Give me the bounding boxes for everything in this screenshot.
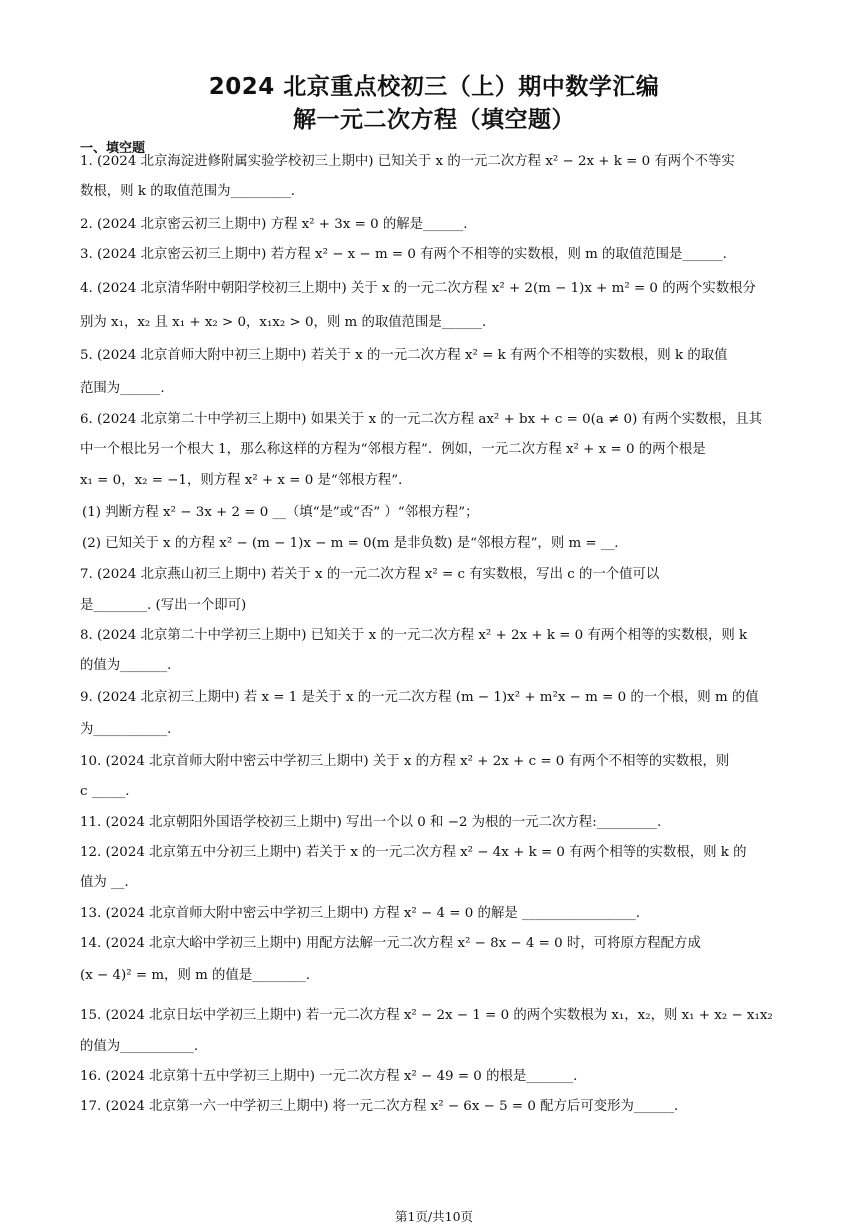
question-line: 10. (2024 北京首师大附中密云中学初三上期中) 关于 x 的方程 x² + 2x + c = 0 有两个不相等的实数根，则 — [80, 754, 730, 769]
question-line: 值为 __. — [80, 875, 129, 890]
question-line: 7. (2024 北京燕山初三上期中) 若关于 x 的一元二次方程 x² = c 有实数根，写出 c 的一个值可以 — [80, 567, 660, 582]
question-line: (x − 4)² = m，则 m 的值是________. — [80, 968, 311, 983]
question-line: 12. (2024 北京第五中分初三上期中) 若关于 x 的一元二次方程 x² − 4x + k = 0 有两个相等的实数根，则 k 的 — [80, 845, 747, 860]
question-line: 13. (2024 北京首师大附中密云中学初三上期中) 方程 x² − 4 = 0 的解是 _________________. — [80, 906, 641, 921]
question-line: 的值为_______. — [80, 658, 172, 673]
question-line: 中一个根比另一个根大 1，那么称这样的方程为“邻根方程”．例如，一元二次方程 x² + x = 0 的两个根是 — [80, 442, 706, 457]
question-line: 16. (2024 北京第十五中学初三上期中) 一元二次方程 x² − 49 = 0 的根是_______. — [80, 1069, 578, 1084]
question-line: 5. (2024 北京首师大附中初三上期中) 若关于 x 的一元二次方程 x² = k 有两个不相等的实数根，则 k 的取值 — [80, 348, 728, 363]
question-line: 4. (2024 北京清华附中朝阳学校初三上期中) 关于 x 的一元二次方程 x² + 2(m − 1)x + m² = 0 的两个实数根分 — [80, 281, 756, 296]
document-title: 2024 北京重点校初三（上）期中数学汇编 — [208, 74, 660, 100]
question-line: 别为 x₁，x₂ 且 x₁ + x₂ > 0，x₁x₂ > 0，则 m 的取值范围是______. — [80, 315, 487, 330]
section-heading: 一、填空题 — [80, 141, 146, 156]
question-line: 6. (2024 北京第二十中学初三上期中) 如果关于 x 的一元二次方程 ax² + bx + c = 0(a ≠ 0) 有两个实数根，且其 — [80, 412, 763, 427]
question-line: 9. (2024 北京初三上期中) 若 x = 1 是关于 x 的一元二次方程 (m − 1)x² + m²x − m = 0 的一个根，则 m 的值 — [80, 690, 759, 705]
question-line: 是________. (写出一个即可) — [80, 598, 247, 613]
question-line: 8. (2024 北京第二十中学初三上期中) 已知关于 x 的一元二次方程 x² + 2x + k = 0 有两个相等的实数根，则 k — [80, 628, 748, 643]
question-line: c _____. — [80, 784, 130, 799]
question-line: x₁ = 0，x₂ = −1，则方程 x² + x = 0 是“邻根方程”． — [80, 473, 412, 488]
question-line: 为___________. — [80, 722, 172, 737]
question-line: 2. (2024 北京密云初三上期中) 方程 x² + 3x = 0 的解是______. — [80, 217, 468, 232]
question-line: (2) 已知关于 x 的方程 x² − (m − 1)x − m = 0(m 是非负数) 是“邻根方程”，则 m = __. — [82, 536, 619, 551]
question-line: 14. (2024 北京大峪中学初三上期中) 用配方法解一元二次方程 x² − 8x − 4 = 0 时，可将原方程配方成 — [80, 936, 701, 951]
question-line: 11. (2024 北京朝阳外国语学校初三上期中) 写出一个以 0 和 −2 为根的一元二次方程:_________. — [80, 815, 662, 830]
page-footer: 第1页/共10页 — [394, 1209, 474, 1224]
question-line: 3. (2024 北京密云初三上期中) 若方程 x² − x − m = 0 有两个不相等的实数根，则 m 的取值范围是______. — [80, 247, 727, 262]
question-line: (1) 判断方程 x² − 3x + 2 = 0 __（填“是”或“否” ）“邻根方程”； — [82, 505, 479, 520]
document-subtitle: 解一元二次方程（填空题） — [293, 107, 575, 133]
question-line: 15. (2024 北京日坛中学初三上期中) 若一元二次方程 x² − 2x − 1 = 0 的两个实数根为 x₁，x₂，则 x₁ + x₂ − x₁x₂ — [80, 1008, 773, 1023]
question-line: 数根，则 k 的取值范围为_________. — [80, 184, 296, 199]
question-line: 的值为___________. — [80, 1039, 199, 1054]
question-line: 范围为______. — [80, 381, 165, 396]
question-line: 1. (2024 北京海淀进修附属实验学校初三上期中) 已知关于 x 的一元二次方程 x² − 2x + k = 0 有两个不等实 — [80, 154, 735, 169]
question-line: 17. (2024 北京第一六一中学初三上期中) 将一元二次方程 x² − 6x − 5 = 0 配方后可变形为______. — [80, 1099, 679, 1114]
